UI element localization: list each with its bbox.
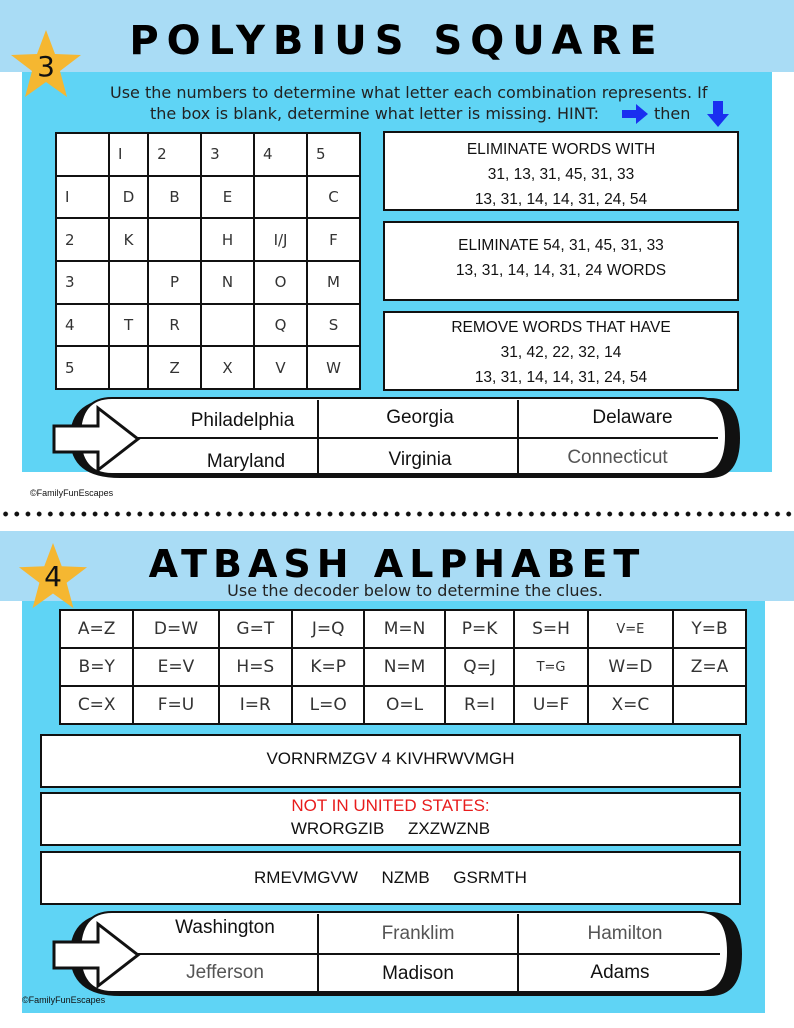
decoder-cell: G=T (219, 610, 293, 648)
section3-number: 3 (37, 50, 55, 83)
clue-text: VORNRMZGV 4 KIVHRWVMGH (266, 749, 515, 768)
grid-cell: 2 (148, 133, 201, 176)
clue-box-1 (383, 131, 739, 211)
answer-item: Franklim (381, 923, 455, 944)
grid-cell: K (109, 218, 148, 261)
answer-item: Virginia (388, 449, 452, 470)
clue-line: 13, 31, 14, 14, 31, 24 WORDS (455, 262, 667, 279)
decoder-cell: E=V (133, 648, 218, 686)
grid-cell: X (201, 346, 254, 389)
grid-cell: B (148, 176, 201, 219)
answer-item: Philadelphia (190, 410, 295, 431)
clue-line: 31, 42, 22, 32, 14 (500, 344, 622, 361)
decoder-cell: Z=A (673, 648, 746, 686)
grid-cell: I/J (254, 218, 307, 261)
clue-box-3 (383, 311, 739, 391)
section3-title: POLYBIUS SQUARE (129, 18, 665, 64)
decoder-cell: V=E (588, 610, 673, 648)
atbash-clue-1 (40, 734, 741, 788)
grid-cell: N (201, 261, 254, 304)
grid-cell (148, 218, 201, 261)
grid-cell (56, 133, 109, 176)
grid-row (56, 261, 360, 304)
clue-note-red: NOT IN UNITED STATES: (291, 796, 490, 815)
grid-row (56, 304, 360, 347)
decoder-cell: C=X (60, 686, 133, 724)
dotted-divider (0, 511, 794, 517)
clue-line: ELIMINATE WORDS WITH (466, 141, 656, 158)
answer-item: Hamilton (587, 923, 663, 944)
grid-row (56, 176, 360, 219)
grid-cell (254, 176, 307, 219)
decoder-cell: W=D (588, 648, 673, 686)
grid-cell: 3 (56, 261, 109, 304)
grid-cell: H (201, 218, 254, 261)
grid-cell: 4 (56, 304, 109, 347)
clue-box-2 (383, 221, 739, 301)
grid-cell: F (307, 218, 360, 261)
grid-cell: M (307, 261, 360, 304)
answer-item: Maryland (206, 451, 286, 472)
atbash-clue-3 (40, 851, 741, 905)
grid-row (56, 218, 360, 261)
grid-cell: W (307, 346, 360, 389)
answer-item: Georgia (386, 407, 454, 428)
decoder-cell: D=W (133, 610, 218, 648)
grid-cell: S (307, 304, 360, 347)
grid-cell: P (148, 261, 201, 304)
answer-item: Connecticut (567, 447, 668, 468)
decoder-cell (673, 686, 746, 724)
answer-item: Washington (175, 917, 275, 938)
grid-cell: Z (148, 346, 201, 389)
clue-text: RMEVMGVW NZMB GSRMTH (254, 868, 527, 887)
grid-cell (201, 304, 254, 347)
answer-item: Jefferson (186, 962, 264, 983)
grid-cell: C (307, 176, 360, 219)
section4-subtitle: Use the decoder below to determine the clues. (227, 581, 603, 600)
decoder-cell: O=L (364, 686, 445, 724)
grid-cell: E (201, 176, 254, 219)
grid-cell: 4 (254, 133, 307, 176)
arrow-right-icon (622, 104, 648, 124)
grid-cell: 5 (56, 346, 109, 389)
clue-line: 13, 31, 14, 14, 31, 24, 54 (474, 369, 648, 386)
clue-text: WRORGZIB ZXZWZNB (290, 819, 491, 838)
decoder-cell: J=Q (292, 610, 364, 648)
decoder-row (60, 610, 746, 648)
decoder-cell: A=Z (60, 610, 133, 648)
section3-instruction-line2: the box is blank, determine what letter is missing. HINT: (150, 104, 600, 123)
grid-row (56, 346, 360, 389)
grid-cell (109, 346, 148, 389)
decoder-cell: I=R (219, 686, 293, 724)
atbash-clue-2 (40, 792, 741, 846)
grid-cell: V (254, 346, 307, 389)
grid-cell: I (109, 133, 148, 176)
decoder-cell: T=G (514, 648, 588, 686)
grid-cell: R (148, 304, 201, 347)
decoder-cell: M=N (364, 610, 445, 648)
arrow-pointer-icon (52, 404, 142, 474)
grid-cell: 5 (307, 133, 360, 176)
section4-number: 4 (44, 560, 62, 593)
decoder-cell: L=O (292, 686, 364, 724)
decoder-cell: K=P (292, 648, 364, 686)
section3-credit: ©FamilyFunEscapes (30, 488, 114, 498)
arrow-down-icon (707, 101, 729, 127)
answer-item: Delaware (592, 407, 673, 428)
decoder-cell: B=Y (60, 648, 133, 686)
section4-title: ATBASH ALPHABET (148, 542, 646, 586)
clue-line: 31, 13, 31, 45, 31, 33 (487, 166, 635, 183)
atbash-decoder-grid (59, 609, 747, 725)
decoder-cell: Q=J (445, 648, 515, 686)
answer-item: Adams (590, 962, 650, 983)
grid-cell: 3 (201, 133, 254, 176)
polybius-grid (55, 132, 361, 390)
grid-cell: Q (254, 304, 307, 347)
decoder-cell: P=K (445, 610, 515, 648)
decoder-cell: N=M (364, 648, 445, 686)
decoder-cell: U=F (514, 686, 588, 724)
grid-cell: 2 (56, 218, 109, 261)
grid-cell: D (109, 176, 148, 219)
grid-cell (109, 261, 148, 304)
decoder-cell: R=I (445, 686, 515, 724)
grid-row (56, 133, 360, 176)
decoder-cell: X=C (588, 686, 673, 724)
answer-item: Madison (382, 963, 454, 984)
grid-cell: O (254, 261, 307, 304)
decoder-cell: S=H (514, 610, 588, 648)
arrow-pointer-icon (52, 920, 142, 990)
grid-cell: T (109, 304, 148, 347)
grid-cell: I (56, 176, 109, 219)
section3-instruction-line1: Use the numbers to determine what letter each combination represents. If (110, 83, 708, 102)
decoder-row (60, 686, 746, 724)
decoder-cell: Y=B (673, 610, 746, 648)
clue-line: 13, 31, 14, 14, 31, 24, 54 (474, 191, 648, 208)
hint-then-text: then (654, 104, 691, 123)
decoder-cell: F=U (133, 686, 218, 724)
decoder-cell: H=S (219, 648, 293, 686)
clue-line: REMOVE WORDS THAT HAVE (451, 319, 671, 336)
clue-line: ELIMINATE 54, 31, 45, 31, 33 (458, 237, 664, 254)
decoder-row (60, 648, 746, 686)
section4-credit: ©FamilyFunEscapes (22, 995, 106, 1005)
